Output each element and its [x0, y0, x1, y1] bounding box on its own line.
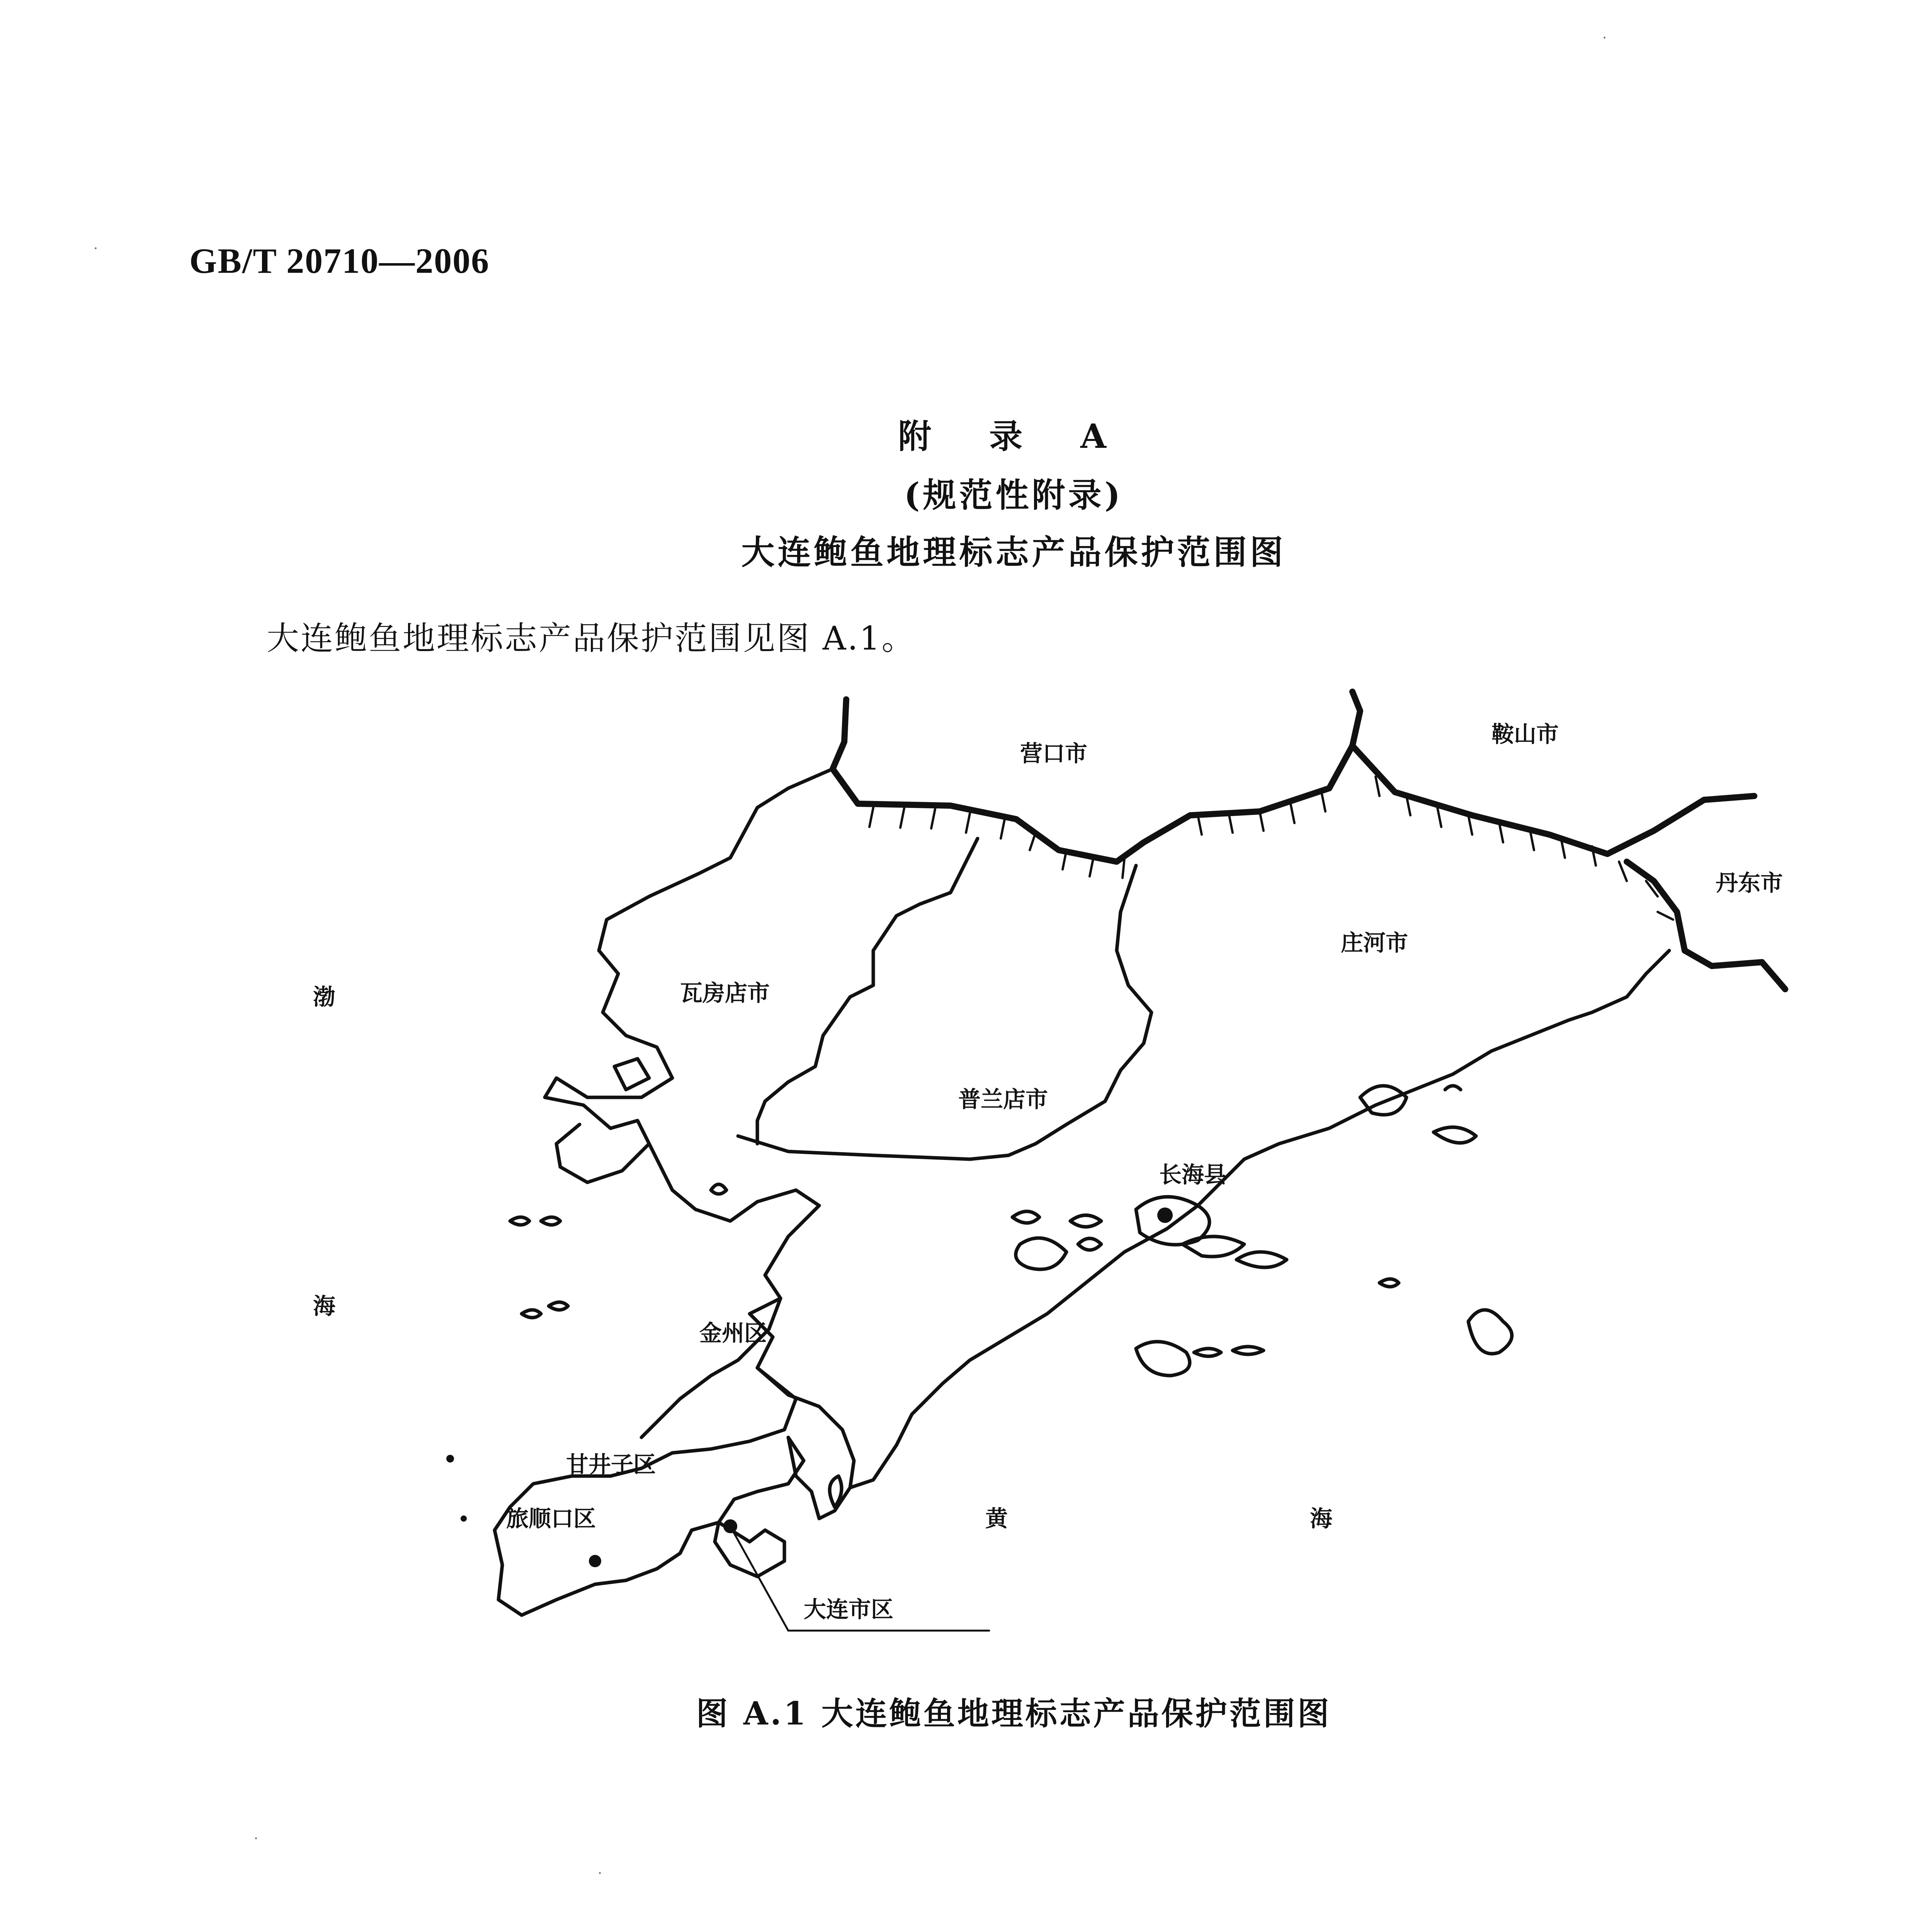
- label-bohai-hai: 海: [313, 1293, 336, 1319]
- scan-speck: [1604, 37, 1605, 39]
- island: [1182, 1236, 1244, 1257]
- label-huanghai-huang: 黄: [985, 1505, 1008, 1532]
- changhai-seat-marker: [1157, 1208, 1173, 1223]
- island: [1379, 1279, 1399, 1287]
- scan-speck: [255, 1837, 257, 1839]
- north-boundary: [833, 692, 1754, 862]
- boundary-wafangdian-pulandian: [757, 838, 978, 1144]
- island: [541, 1217, 560, 1225]
- boundary-pulandian-zhuanghe: [970, 866, 1151, 1159]
- island: [1233, 1347, 1264, 1354]
- island: [711, 1184, 726, 1194]
- protection-area-map: [216, 680, 1816, 1634]
- island: [522, 1310, 541, 1318]
- speck: [446, 1455, 454, 1463]
- island: [1070, 1215, 1101, 1227]
- island: [1434, 1127, 1476, 1143]
- south-coastline: [757, 951, 1669, 1488]
- figure-caption: 图 A.1 大连鲍鱼地理标志产品保护范围图: [696, 1695, 1332, 1732]
- appendix-name: 大连鲍鱼地理标志产品保护范围图: [741, 533, 1286, 572]
- scan-speck: [599, 1872, 601, 1874]
- label-huanghai-hai: 海: [1310, 1505, 1333, 1532]
- inner-bay: [614, 1059, 649, 1090]
- appendix-type: (规范性附录): [904, 476, 1124, 515]
- island: [549, 1302, 568, 1310]
- scan-speck: [95, 247, 97, 249]
- standard-code: GB/T 20710—2006: [189, 241, 490, 281]
- island: [1236, 1252, 1287, 1267]
- hatch-marks: [869, 777, 1673, 920]
- island: [1194, 1349, 1221, 1356]
- label-changhai: 长海县: [1159, 1162, 1227, 1188]
- label-anshan: 鞍山市: [1492, 721, 1559, 747]
- island: [1012, 1211, 1039, 1223]
- label-dalian: 大连市区: [804, 1596, 894, 1622]
- island: [1445, 1086, 1461, 1090]
- island: [1016, 1238, 1066, 1269]
- boundary-jinzhou-north: [738, 1136, 970, 1159]
- label-yingkou: 营口市: [1020, 740, 1088, 767]
- label-bohai-bo: 渤: [313, 984, 336, 1010]
- island: [510, 1217, 529, 1225]
- label-dandong: 丹东市: [1716, 870, 1783, 896]
- label-wafangdian: 瓦房店市: [680, 980, 770, 1006]
- label-ganjingzi: 甘井子区: [566, 1451, 656, 1478]
- dalian-seat-marker: [723, 1519, 737, 1533]
- island: [1136, 1342, 1190, 1376]
- label-jinzhou: 金州区: [699, 1320, 767, 1346]
- west-coastline: [545, 769, 833, 1182]
- lvshunkou-seat-marker: [589, 1555, 601, 1567]
- dalian-peninsula: [715, 1437, 850, 1577]
- island: [1468, 1310, 1512, 1354]
- island: [1078, 1238, 1101, 1250]
- label-zhuanghe: 庄河市: [1341, 930, 1408, 956]
- speck: [461, 1515, 467, 1522]
- intro-paragraph: 大连鲍鱼地理标志产品保护范围见图 A.1。: [267, 619, 916, 657]
- label-lvshunkou: 旅顺口区: [506, 1505, 596, 1532]
- appendix-title: 附 录 A: [898, 417, 1129, 456]
- label-pulandian: 普兰店市: [958, 1086, 1048, 1112]
